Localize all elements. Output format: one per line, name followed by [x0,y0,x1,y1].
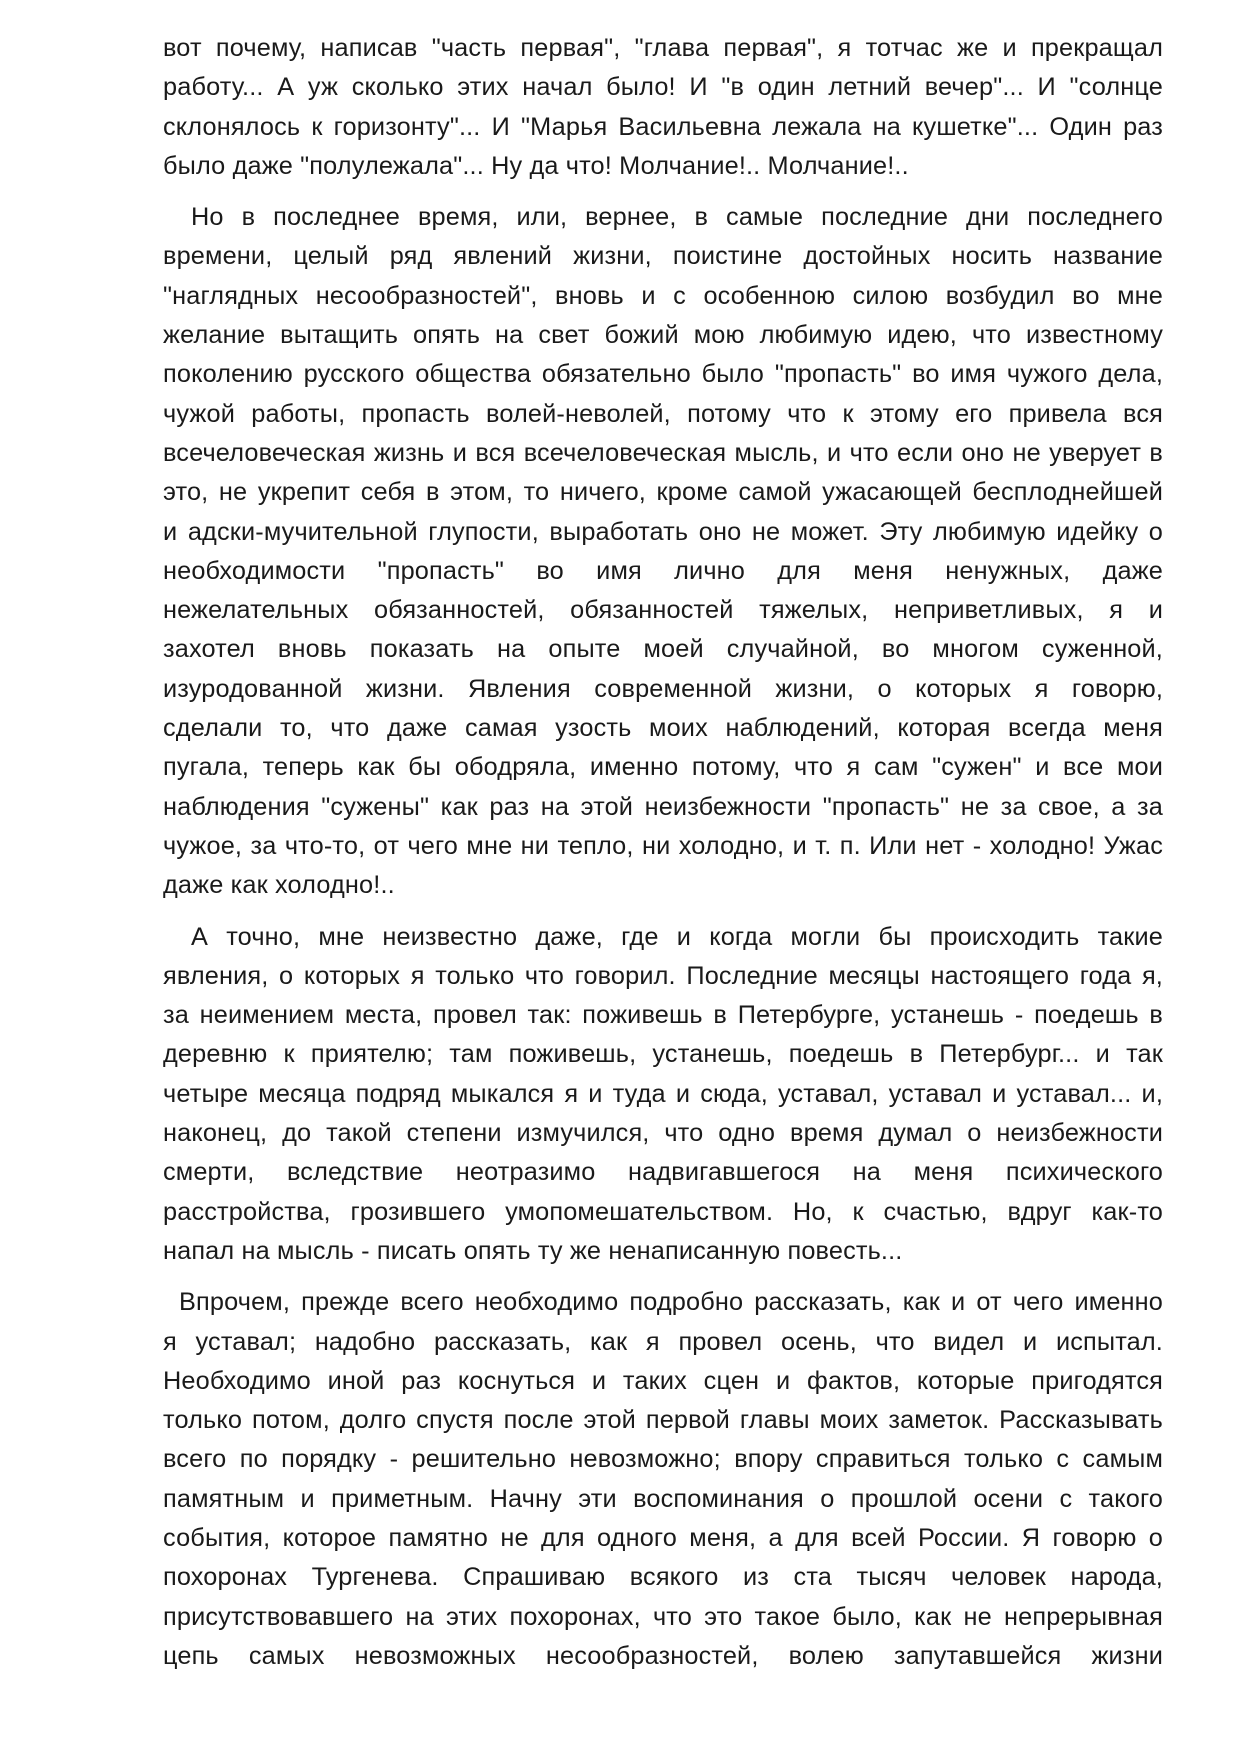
text-line: желание вытащить опять на свет божий мою любимую идею, что известному [163,321,1163,350]
text-line: всечеловеческая жизнь и вся всечеловеческая мысль, и что если оно не уверует в [163,438,1163,467]
text-line: времени, целый ряд явлений жизни, поистине достойных носить название [163,242,1163,271]
text-line: похоронах Тургенева. Спрашиваю всякого из ста тысяч человек народа, [163,1563,1163,1592]
text-line: деревню к приятелю; там поживешь, устанешь, поедешь в Петербург... и так [163,1040,1163,1069]
text-line: Необходимо иной раз коснуться и таких сцен и фактов, которые пригодятся [163,1366,1163,1395]
text-line: Впрочем, прежде всего необходимо подробно рассказать, как и от чего именно [179,1288,1163,1317]
text-line: склонялось к горизонту"... И "Марья Васильевна лежала на кушетке"... Один раз [163,112,1163,141]
text-line: "наглядных несообразностей", вновь и с особенною силою возбудил во мне [163,281,1163,310]
text-line: это, не укрепит себя в этом, то ничего, кроме самой ужасающей бесплоднейшей [163,478,1163,507]
text-line: цепь самых невозможных несообразностей, волею запутавшейся жизни [163,1641,1163,1670]
text-line: явления, о которых я только что говорил. Последние месяцы настоящего года я, [163,961,1163,990]
text-line: расстройства, грозившего умопомешательством. Но, к счастью, вдруг как-то [163,1197,1163,1226]
text-line: наблюдения "сужены" как раз на этой неизбежности "пропасть" не за свое, а за [163,792,1163,821]
paragraph-1 [163,29,1163,186]
text-line: нежелательных обязанностей, обязанностей тяжелых, неприветливых, я и [163,596,1163,625]
text-line: я уставал; надобно рассказать, как я провел осень, что видел и испытал. [163,1327,1163,1356]
text-line: работу... А уж сколько этих начал было! И "в один летний вечер"... И "солнце [163,73,1163,102]
text-line: изуродованной жизни. Явления современной жизни, о которых я говорю, [163,674,1163,703]
text-line: вот почему, написав "часть первая", "глава первая", я тотчас же и прекращал [163,34,1163,62]
document-page [163,29,1163,1688]
text-line: памятным и приметным. Начну эти воспоминания о прошлой осени с такого [163,1484,1163,1513]
text-line: и адски-мучительной глупости, выработать оно не может. Эту любимую идейку о [163,517,1163,546]
text-line: напал на мысль - писать опять ту же ненаписанную повесть... [163,1236,903,1265]
text-line: чужой работы, пропасть волей-неволей, потому что к этому его привела вся [163,399,1163,428]
text-line: наконец, до такой степени измучился, что одно время думал о неизбежности [163,1119,1163,1148]
text-line: чужое, за что-то, от чего мне ни тепло, ни холодно, и т. п. Или нет - холодно! Ужас [163,831,1163,860]
text-line: необходимости "пропасть" во имя лично для меня ненужных, даже [163,556,1163,585]
text-line: пугала, теперь как бы ободряла, именно потому, что я сам "сужен" и все мои [163,753,1163,782]
paragraph-3 [163,918,1163,1272]
text-line: присутствовавшего на этих похоронах, что это такое было, как не непрерывная [163,1602,1163,1631]
text-line: поколению русского общества обязательно было "пропасть" во имя чужого дела, [163,360,1163,389]
text-line: события, которое памятно не для одного меня, а для всей России. Я говорю о [163,1523,1163,1552]
text-line: только потом, долго спустя после этой первой главы моих заметок. Рассказывать [163,1406,1163,1435]
text-line: смерти, вследствие неотразимо надвигавшегося на меня психического [163,1158,1163,1187]
paragraph-4 [163,1283,1163,1676]
text-line: захотел вновь показать на опыте моей случайной, во многом суженной, [163,635,1163,664]
text-line: Но в последнее время, или, вернее, в самые последние дни последнего [191,203,1163,232]
text-line: сделали то, что даже самая узость моих наблюдений, которая всегда меня [163,714,1163,743]
paragraph-2 [163,198,1163,905]
text-line: за неимением места, провел так: поживешь в Петербурге, устанешь - поедешь в [163,1001,1163,1030]
text-line: было даже "полулежала"... Ну да что! Молчание!.. Молчание!.. [163,151,909,180]
text-line: даже как холодно!.. [163,871,395,900]
text-line: всего по порядку - решительно невозможно; впору справиться только с самым [163,1445,1163,1474]
text-line: четыре месяца подряд мыкался я и туда и сюда, уставал, уставал и уставал... и, [163,1079,1163,1108]
text-line: А точно, мне неизвестно даже, где и когда могли бы происходить такие [191,922,1163,951]
